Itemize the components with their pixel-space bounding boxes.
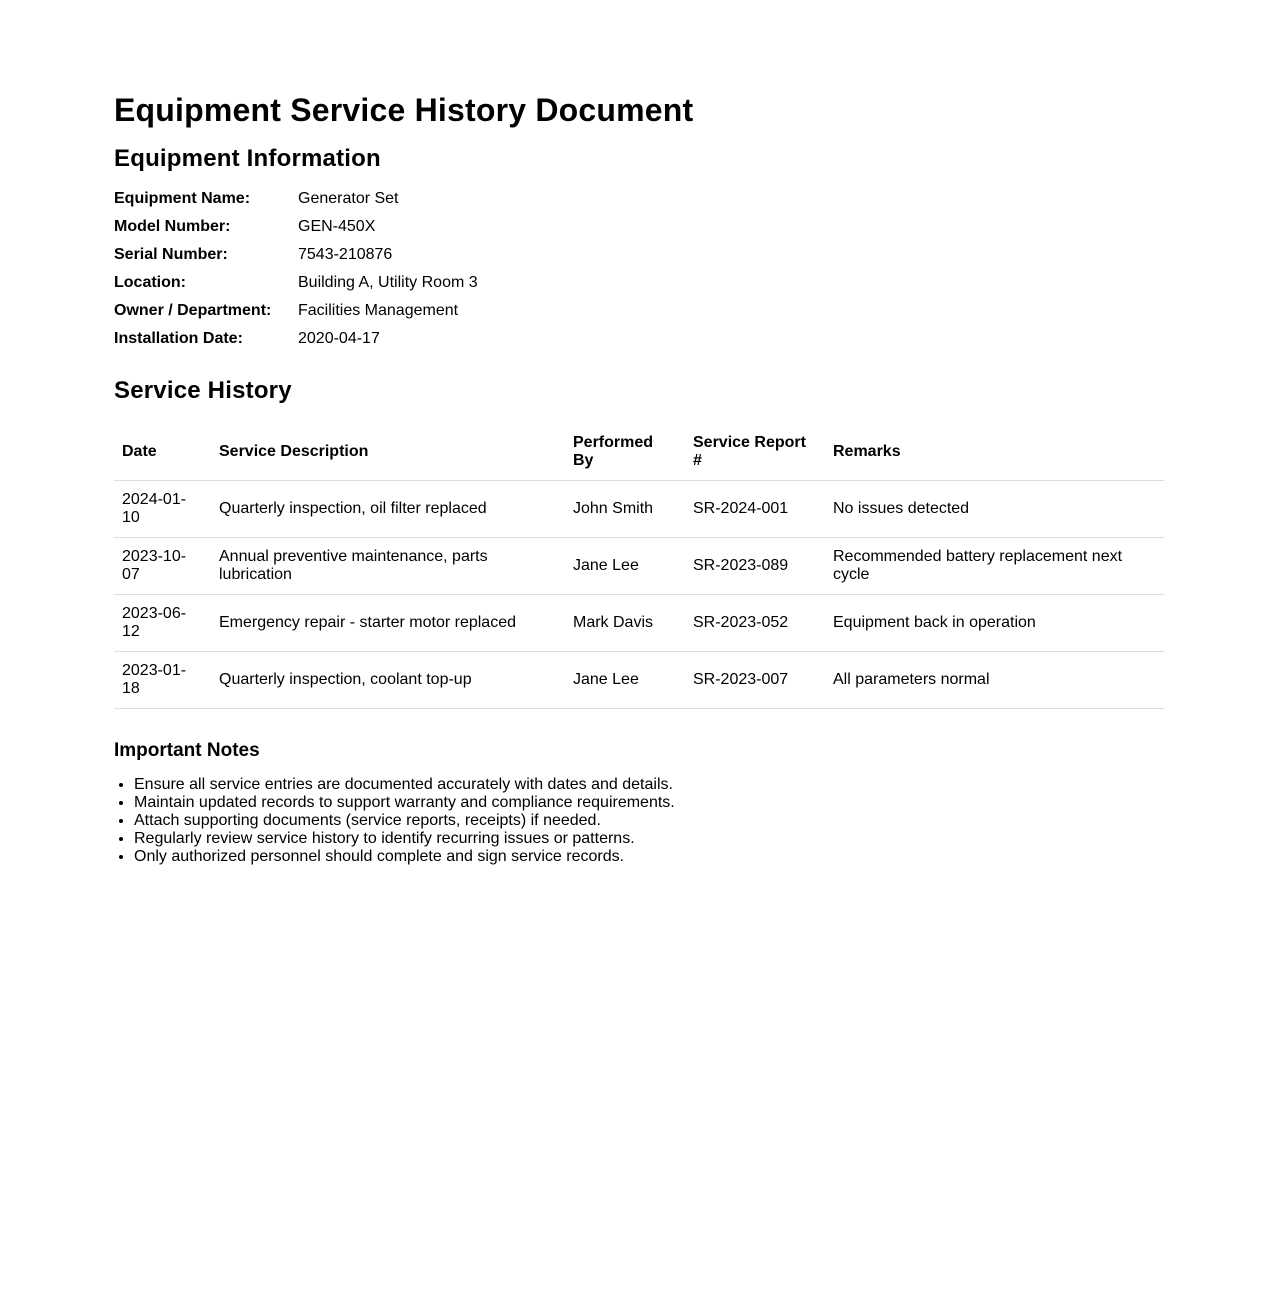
info-label: Serial Number: [114,246,228,263]
column-header-remarks: Remarks [825,423,1164,481]
table-row [114,652,1164,709]
info-row-model-number [114,213,478,241]
document-title: Equipment Service History Document [114,92,694,128]
cell-remarks: Recommended battery replacement next cycle [825,538,1164,595]
info-value: Generator Set [298,190,399,207]
info-row-serial-number [114,241,478,269]
info-label: Installation Date: [114,330,243,347]
cell-report: SR-2023-007 [685,652,825,709]
equipment-info-heading: Equipment Information [114,145,381,172]
cell-performed-by: Jane Lee [565,538,685,595]
cell-date: 2023-01-18 [114,652,211,709]
column-header-performed-by: Performed By [565,423,685,481]
cell-description: Annual preventive maintenance, parts lubrication [211,538,565,595]
equipment-info-table [114,185,478,353]
info-value: GEN-450X [298,218,376,235]
important-notes-heading: Important Notes [114,740,260,761]
info-row-installation-date [114,325,478,353]
cell-description: Emergency repair - starter motor replaced [211,595,565,652]
table-header-row [114,423,1164,481]
column-header-description: Service Description [211,423,565,481]
cell-report: SR-2023-089 [685,538,825,595]
info-label: Equipment Name: [114,190,251,207]
cell-performed-by: John Smith [565,481,685,538]
cell-date: 2023-06-12 [114,595,211,652]
list-item: • Ensure all service entries are documented accurately with dates and details. [134,776,1164,794]
cell-description: Quarterly inspection, coolant top-up [211,652,565,709]
table-row [114,538,1164,595]
important-notes-list [114,776,1164,866]
cell-report: SR-2023-052 [685,595,825,652]
info-row-equipment-name [114,185,478,213]
service-history-table [114,423,1164,709]
info-label: Model Number: [114,218,231,235]
table-row [114,595,1164,652]
column-header-date: Date [114,423,211,481]
info-value: Building A, Utility Room 3 [298,274,478,291]
list-item: • Only authorized personnel should complete and sign service records. [134,848,1164,866]
cell-performed-by: Jane Lee [565,652,685,709]
cell-remarks: All parameters normal [825,652,1164,709]
cell-performed-by: Mark Davis [565,595,685,652]
info-value: 7543-210876 [298,246,393,263]
list-item: • Maintain updated records to support warranty and compliance requirements. [134,794,1164,812]
info-row-location [114,269,478,297]
cell-report: SR-2024-001 [685,481,825,538]
cell-remarks: No issues detected [825,481,1164,538]
table-row [114,481,1164,538]
cell-date: 2024-01-10 [114,481,211,538]
cell-remarks: Equipment back in operation [825,595,1164,652]
document-page [114,88,1164,866]
cell-description: Quarterly inspection, oil filter replaced [211,481,565,538]
info-label: Owner / Department: [114,302,272,319]
cell-date: 2023-10-07 [114,538,211,595]
list-item: • Attach supporting documents (service reports, receipts) if needed. [134,812,1164,830]
info-label: Location: [114,274,186,291]
info-value: Facilities Management [298,302,459,319]
list-item: • Regularly review service history to identify recurring issues or patterns. [134,830,1164,848]
column-header-report: Service Report # [685,423,825,481]
info-row-owner-department [114,297,478,325]
info-value: 2020-04-17 [298,330,380,347]
service-history-heading: Service History [114,377,292,404]
